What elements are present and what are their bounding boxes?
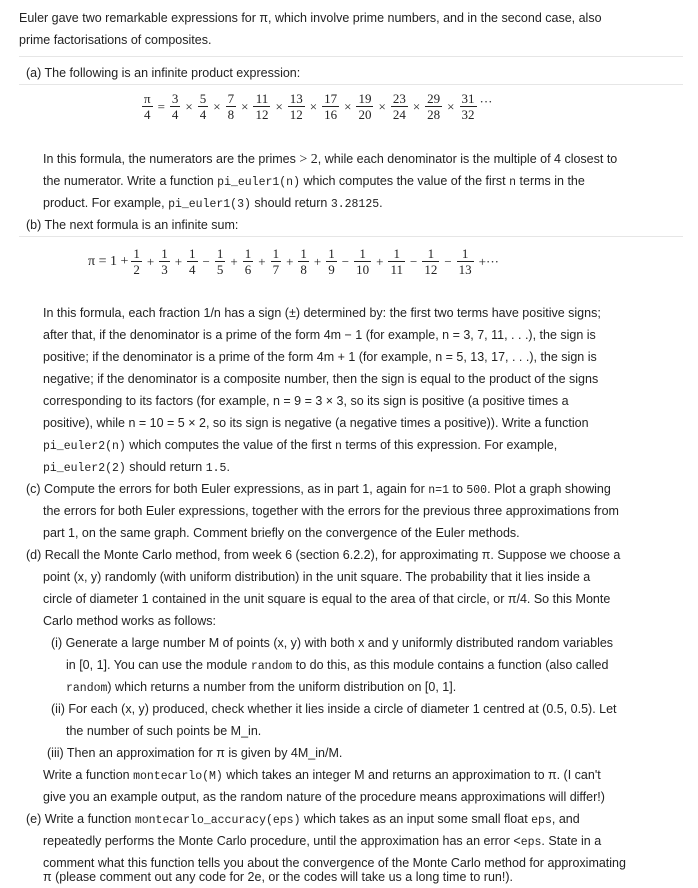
sum-fraction: $\frac{1}{8}$ xyxy=(300,246,307,277)
product-fraction: $\frac{7}{8}$ xyxy=(227,91,235,122)
part-d-step-i-line-2: in [0, 1]. You can use the module random to do this, as this module contains a function (also called xyxy=(66,658,609,673)
times-operator: × xyxy=(309,98,318,114)
sum-fraction: $\frac{1}{10}$ xyxy=(356,246,370,277)
sum-formula xyxy=(88,246,503,277)
sum-operator: − xyxy=(202,253,210,269)
product-fraction: $\frac{31}{32}$ xyxy=(461,91,475,122)
part-b-line-6: positive), while n = 10 = 5 × 2, so its sign is negative (a negative times a positive)). Write a function xyxy=(43,416,589,430)
part-e-line-3: comment what this function tells you about the convergence of the Monte Carlo method for approximating xyxy=(43,856,626,870)
times-operator: × xyxy=(447,98,455,114)
times-operator: × xyxy=(275,98,283,114)
part-d-step-i-line-3: random) which returns a number from the uniform distribution on [0, 1]. xyxy=(66,680,457,695)
sum-operator: +··· xyxy=(478,253,499,269)
part-b-line-3: positive; if the denominator is a prime of the form 4m + 1 (for example, n = 5, 13, 17, . . .), the sign is xyxy=(43,350,597,364)
times-operator: × xyxy=(412,98,421,114)
part-b-line-7: pi_euler2(n) which computes the value of the first n terms of this expression. For example, xyxy=(43,438,558,453)
sum-operator: + xyxy=(286,253,294,269)
part-b-label: (b) The next formula is an infinite sum: xyxy=(26,218,239,232)
sum-operator: + xyxy=(146,253,155,269)
part-d-line-4: Carlo method works as follows: xyxy=(43,614,216,628)
divider xyxy=(19,236,683,237)
times-operator: × xyxy=(185,98,193,114)
part-a-label: (a) The following is an infinite product expression: xyxy=(26,66,301,80)
divider xyxy=(19,56,683,57)
product-fraction: $\frac{11}{12}$ xyxy=(255,91,269,122)
product-fraction: $\frac{29}{28}$ xyxy=(427,91,441,122)
part-b-line-8: pi_euler2(2) should return 1.5. xyxy=(43,460,230,475)
sum-fraction: $\frac{1}{5}$ xyxy=(216,246,224,277)
sum-operator: − xyxy=(409,253,418,269)
sum-fraction: $\frac{1}{13}$ xyxy=(458,246,472,277)
times-operator: × xyxy=(241,98,249,114)
part-d-step-ii-line-2: the number of such points be M_in. xyxy=(66,724,262,738)
sum-fraction: $\frac{1}{6}$ xyxy=(244,246,252,277)
product-tail: ··· xyxy=(479,93,493,109)
part-e-line-4: π (please comment out any code for 2e, or the codes will take us a long time to run!). xyxy=(43,870,513,884)
product-lhs: $\frac{\pi}{4}$ xyxy=(144,91,151,122)
sum-fraction: $\frac{1}{11}$ xyxy=(390,246,403,277)
sum-lhs: π = 1 + xyxy=(88,253,129,269)
sum-operator: − xyxy=(341,253,350,269)
part-d-step-ii-line-1: (ii) For each (x, y) produced, check whether it lies inside a circle of diameter 1 centred at (0.5, 0.5). Let xyxy=(51,702,617,716)
part-e-line-2: repeatedly performs the Monte Carlo procedure, until the approximation has an error <eps. State in a xyxy=(43,834,602,849)
product-fraction: $\frac{17}{16}$ xyxy=(324,91,338,122)
part-b-line-2: after that, if the denominator is a prime of the form 4m − 1 (for example, n = 3, 7, 11, . . .), the sign is xyxy=(43,328,596,342)
part-b-line-5: corresponding to its factors (for example, n = 9 = 3 × 3, so its sign is positive (a positive times a xyxy=(43,394,569,408)
sum-operator: + xyxy=(230,253,238,269)
part-d-line-1: (d) Recall the Monte Carlo method, from week 6 (section 6.2.2), for approximating π. Suppose we choose a xyxy=(26,548,621,562)
times-operator: × xyxy=(344,98,352,114)
part-d-line-2: point (x, y) randomly (with uniform distribution) in the unit square. The probability that it lies inside a xyxy=(43,570,591,584)
sum-fraction: $\frac{1}{3}$ xyxy=(161,246,168,277)
product-formula: $\frac{\pi}{4}$ = $\frac{3}{4}$ × $\frac{5}{4}$ × $\frac{7}{8}$ × $\frac{11}{12}$ × $\frac{13}{12}$ × $\frac{17}{16}$ × $\frac{19}{20}$ × $\frac{23}{24}$ × $\frac{29}{28}$ × $\frac{31}{32}$ ··· xyxy=(144,91,493,122)
part-a-text-2: the numerator. Write a function pi_euler1(n) which computes the value of the first n terms in the xyxy=(43,174,585,189)
sum-fraction: $\frac{1}{9}$ xyxy=(328,246,335,277)
sum-operator: − xyxy=(444,253,452,269)
part-e-line-1: (e) Write a function montecarlo_accuracy(eps) which takes as an input some small float eps, and xyxy=(26,812,580,827)
product-fraction: $\frac{19}{20}$ xyxy=(358,91,372,122)
product-fraction: $\frac{23}{24}$ xyxy=(392,91,406,122)
times-operator: × xyxy=(213,98,221,114)
sum-operator: + xyxy=(174,253,183,269)
product-fraction: $\frac{13}{12}$ xyxy=(289,91,303,122)
part-a-text-3: product. For example, pi_euler1(3) should return 3.28125. xyxy=(43,196,383,211)
times-operator: × xyxy=(378,98,386,114)
sum-operator: + xyxy=(258,253,266,269)
sum-fraction: $\frac{1}{7}$ xyxy=(272,246,280,277)
sum-operator: + xyxy=(376,253,384,269)
product-fraction: $\frac{5}{4}$ xyxy=(199,91,207,122)
part-a-text-1: In this formula, the numerators are the primes > 2, while each denominator is the multiple of 4 closest to xyxy=(43,152,618,167)
part-b-line-1: In this formula, each fraction 1/n has a sign (±) determined by: the first two terms have positive signs; xyxy=(43,306,601,320)
part-d-step-iii: (iii) Then an approximation for π is given by 4M_in/M. xyxy=(47,746,343,760)
part-b-line-4: negative; if the denominator is a composite number, then the sign is equal to the product of the signs xyxy=(43,372,599,386)
part-d-write-line-1: Write a function montecarlo(M) which takes an integer M and returns an approximation to π. (I can't xyxy=(43,768,601,783)
part-d-step-i-line-1: (i) Generate a large number M of points (x, y) with both x and y uniformly distributed random variables xyxy=(51,636,614,650)
sum-fraction: $\frac{1}{12}$ xyxy=(424,246,438,277)
part-c-line-1: (c) Compute the errors for both Euler expressions, as in part 1, again for n=1 to 500. Plot a graph showing xyxy=(26,482,611,497)
product-fraction: $\frac{3}{4}$ xyxy=(171,91,179,122)
sum-fraction: $\frac{1}{2}$ xyxy=(133,246,140,277)
intro-line-2: prime factorisations of composites. xyxy=(19,33,212,47)
divider xyxy=(19,84,683,85)
part-d-write-line-2: give you an example output, as the random nature of the procedure means approximations will differ!) xyxy=(43,790,605,804)
part-c-line-3: part 1, on the same graph. Comment briefly on the convergence of the Euler methods. xyxy=(43,526,520,540)
part-d-line-3: circle of diameter 1 contained in the unit square is equal to the area of that circle, or π/4. So this Monte xyxy=(43,592,611,606)
part-c-line-2: the errors for both Euler expressions, together with the errors for the previous three approximations from xyxy=(43,504,619,518)
intro-line-1: Euler gave two remarkable expressions for π, which involve prime numbers, and in the second case, also xyxy=(19,11,602,25)
sum-operator: + xyxy=(313,253,322,269)
sum-fraction: $\frac{1}{4}$ xyxy=(189,246,196,277)
